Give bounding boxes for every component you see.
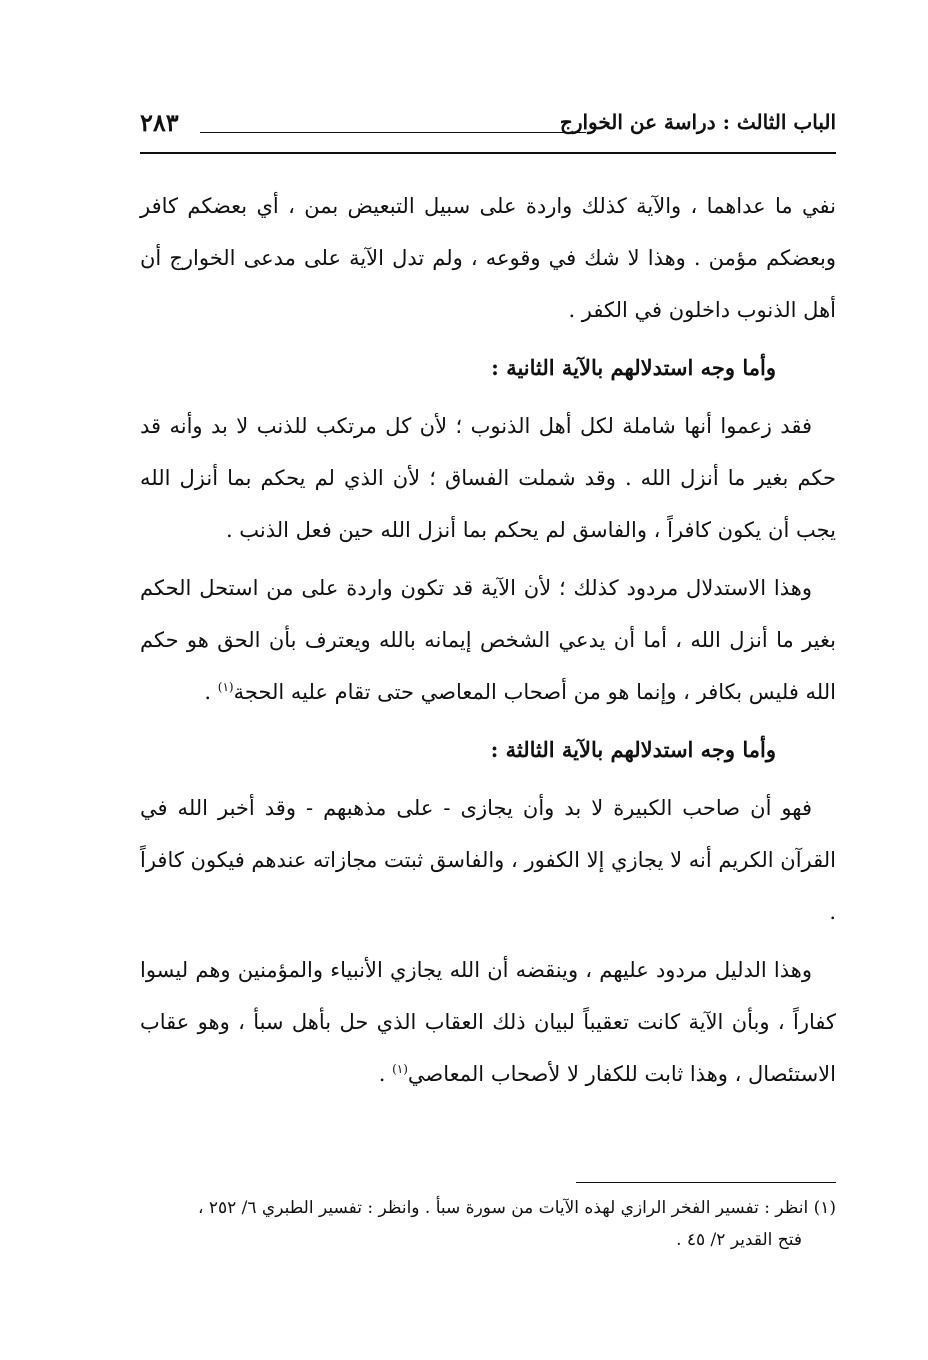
paragraph-3 bbox=[140, 562, 836, 718]
paragraph-1: نفي ما عداهما ، والآية كذلك واردة على سبيل التبعيض بمن ، أي بعضكم كافر وبعضكم مؤمن . وهذا لا شك في وقوعه ، ولم تدل الآية على مدعى الخوارج أن أهل الذنوب داخلون في الكفر . bbox=[140, 194, 836, 322]
footnote-separator bbox=[576, 1182, 836, 1183]
paragraph-3-text: وهذا الاستدلال مردود كذلك ؛ لأن الآية قد تكون واردة على من استحل الحكم بغير ما أنزل الله ، أما أن يدعي الشخص إيمانه بالله ويعترف بأن الحق هو حكم الله فليس بكافر ، وإنما هو من أصحاب المعاصي حتى تقام عليه الحجة bbox=[140, 576, 836, 704]
section-heading-third-verse: وأما وجه استدلالهم بالآية الثالثة : bbox=[490, 737, 776, 762]
paragraph-5-text: وهذا الدليل مردود عليهم ، وينقضه أن الله يجازي الأنبياء والمؤمنين وهم ليسوا كفاراً ، وبأن الآية كانت تعقيباً لبيان ذلك العقاب الذي حل بأهل سبأ ، وهو عقاب الاستئصال ، وهذا ثابت للكفار لا لأصحاب المعاصي bbox=[140, 958, 836, 1086]
paragraph-2: فقد زعموا أنها شاملة لكل أهل الذنوب ؛ لأن كل مرتكب للذنب لا بد وأنه قد حكم بغير ما أنزل الله . وقد شملت الفساق ؛ لأن الذي لم يحكم بما أنزل الله يجب أن يكون كافراً ، والفاسق لم يحكم بما أنزل الله حين فعل الذنب . bbox=[140, 414, 836, 542]
footnote-marker: (١) bbox=[392, 1062, 408, 1076]
section-heading-second-verse: وأما وجه استدلالهم بالآية الثانية : bbox=[491, 355, 776, 380]
paragraph-5 bbox=[140, 944, 836, 1100]
footnote-line-2: فتح القدير ٢/ ٤٥ . bbox=[676, 1230, 802, 1250]
page-number: ٢٨٣ bbox=[140, 108, 179, 137]
paragraph-5-end: . bbox=[378, 1062, 393, 1086]
footnote-marker: (١) bbox=[217, 680, 234, 694]
page-body bbox=[140, 180, 836, 1106]
paragraph-3-end: . bbox=[204, 680, 218, 704]
footnotes bbox=[140, 1192, 836, 1256]
header-leader-line bbox=[200, 132, 586, 133]
footnote-line-1: (١) انظر : تفسير الفخر الرازي لهذه الآيات من سورة سبأ . وانظر : تفسير الطبري ٦/ ٢٥٢ ، bbox=[197, 1198, 836, 1218]
header-rule bbox=[140, 152, 836, 154]
paragraph-4: فهو أن صاحب الكبيرة لا بد وأن يجازى - على مذهبهم - وقد أخبر الله في القرآن الكريم أنه لا يجازي إلا الكفور ، والفاسق ثبتت مجازاته عندهم فيكون كافراً . bbox=[139, 796, 836, 924]
running-header bbox=[140, 108, 836, 148]
chapter-title: الباب الثالث : دراسة عن الخوارج bbox=[559, 110, 836, 134]
